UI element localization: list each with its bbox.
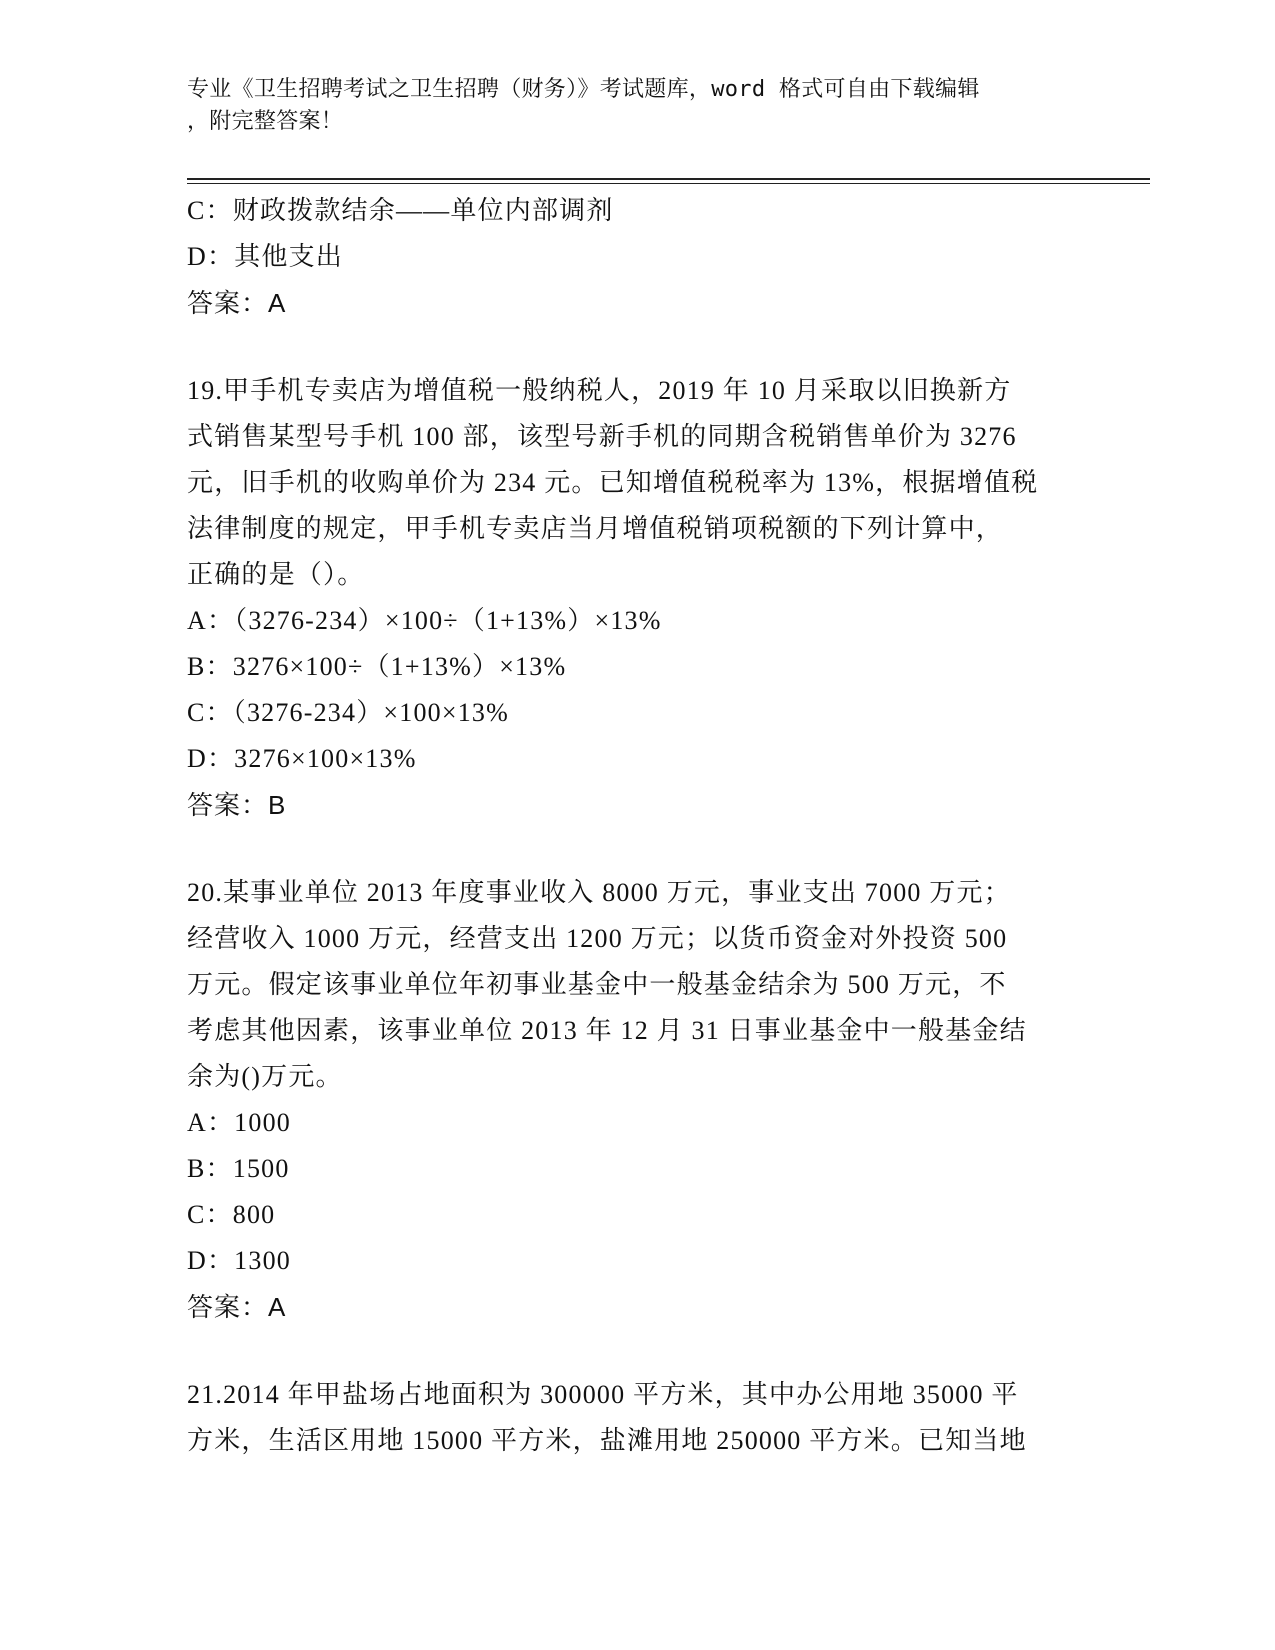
option-d: D：其他支出	[187, 242, 343, 271]
question-gap	[187, 828, 1087, 870]
question-text-line: 21.2014 年甲盐场占地面积为 300000 平方米，其中办公用地 35000 平	[187, 1380, 1019, 1409]
option-b: B：3276×100÷（1+13%）×13%	[187, 652, 567, 681]
answer-line: 答案：A	[187, 1292, 287, 1322]
question-text-line: 考虑其他因素，该事业单位 2013 年 12 月 31 日事业基金中一般基金结	[187, 1016, 1027, 1045]
question-text-line: 万元。假定该事业单位年初事业基金中一般基金结余为 500 万元，不	[187, 970, 1007, 999]
question-text-line: 法律制度的规定，甲手机专卖店当月增值税销项税额的下列计算中，	[187, 514, 1004, 543]
option-a: A：1000	[187, 1108, 291, 1137]
question-gap	[187, 326, 1087, 368]
header-line-2: ，附完整答案！	[187, 109, 344, 134]
question-text-line: 元，旧手机的收购单价为 234 元。已知增值税税率为 13%，根据增值税	[187, 468, 1039, 497]
question-gap	[187, 1330, 1087, 1372]
option-d: D：1300	[187, 1246, 291, 1275]
question-text-line: 20.某事业单位 2013 年度事业收入 8000 万元，事业支出 7000 万元；	[187, 878, 1011, 907]
answer-line: 答案：A	[187, 288, 287, 318]
question-text-line: 19.甲手机专卖店为增值税一般纳税人，2019 年 10 月采取以旧换新方	[187, 376, 1012, 405]
option-c: C：财政拨款结余——单位内部调剂	[187, 196, 614, 225]
page-header	[187, 74, 1067, 138]
option-d: D：3276×100×13%	[187, 744, 417, 773]
option-b: B：1500	[187, 1154, 290, 1183]
question-text-line: 经营收入 1000 万元，经营支出 1200 万元；以货币资金对外投资 500	[187, 924, 1008, 953]
question-text-line: 方米，生活区用地 15000 平方米，盐滩用地 250000 平方米。已知当地	[187, 1426, 1027, 1455]
header-rule-thin	[187, 183, 1150, 184]
question-21	[187, 1372, 1087, 1464]
question-text-line: 式销售某型号手机 100 部，该型号新手机的同期含税销售单价为 3276	[187, 422, 1017, 451]
question-18-tail	[187, 188, 1087, 326]
question-text-line: 余为()万元。	[187, 1062, 343, 1091]
document-body	[187, 188, 1087, 1464]
header-rule-thick	[187, 178, 1150, 180]
option-c: C：（3276-234）×100×13%	[187, 698, 509, 727]
header-line-1: 专业《卫生招聘考试之卫生招聘（财务）》考试题库，word 格式可自由下载编辑	[187, 77, 980, 102]
question-text-line: 正确的是（）。	[187, 560, 365, 589]
option-c: C：800	[187, 1200, 276, 1229]
option-a: A：（3276-234）×100÷（1+13%）×13%	[187, 606, 662, 635]
question-19	[187, 368, 1087, 828]
answer-line: 答案：B	[187, 790, 287, 820]
question-20	[187, 870, 1087, 1330]
